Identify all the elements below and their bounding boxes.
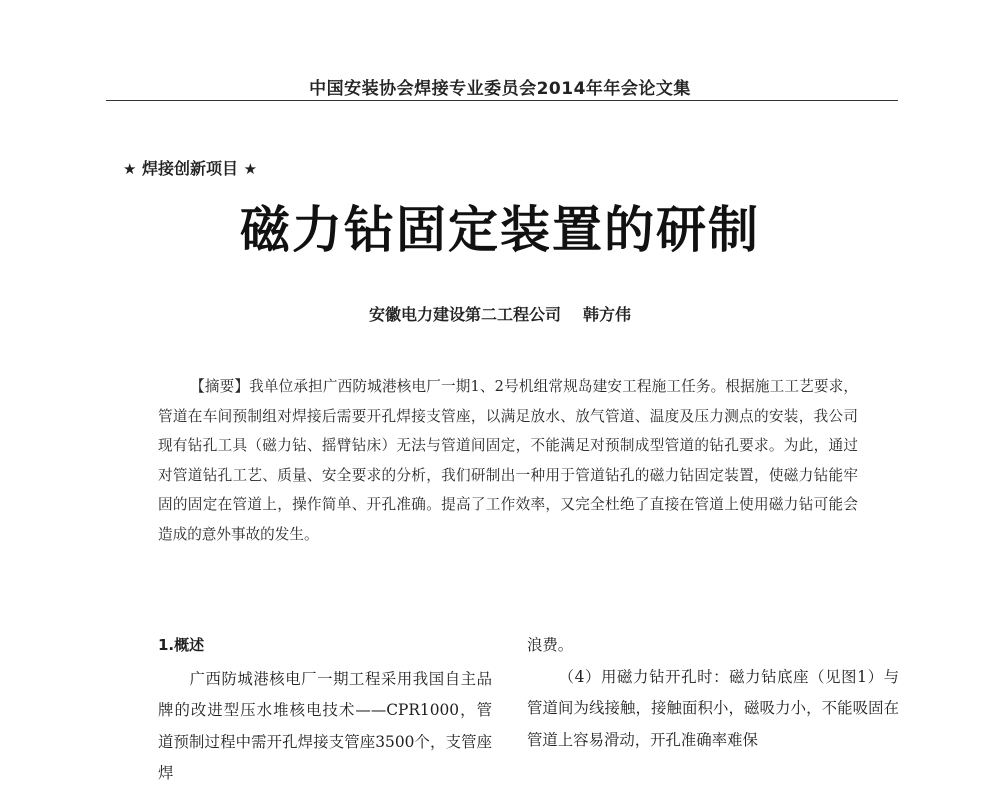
author-name: 韩方伟 (583, 305, 632, 324)
affiliation: 安徽电力建设第二工程公司 (368, 305, 561, 324)
abstract (158, 372, 858, 550)
body-column-right (527, 630, 899, 756)
body-paragraph-text: （4）用磁力钻开孔时：磁力钻底座（见图1）与管道间为线接触，接触面积小，磁吸力小，不能吸固在管道上容易滑动，开孔准确率难保 (527, 667, 899, 749)
body-paragraph (158, 664, 492, 790)
body-continuation: 浪费。 (527, 636, 574, 654)
header-rule (106, 100, 898, 101)
byline (0, 302, 1000, 325)
section-tag (123, 156, 257, 179)
paper-title: 磁力钻固定装置的研制 (240, 201, 760, 259)
abstract-label: 【摘要】 (190, 378, 250, 395)
star-icon-right: ★ (243, 160, 258, 178)
star-icon-left: ★ (123, 160, 137, 178)
body-paragraph (527, 662, 899, 757)
abstract-text: 我单位承担广西防城港核电厂一期1、2号机组常规岛建安工程施工任务。根据施工工艺要求，管道在车间预制组对焊接后需要开孔焊接支管座，以满足放水、放气管道、温度及压力测点的安装，我公司现有钻孔工具（磁力钻、摇臂钻床）无法与管道间固定，不能满足对预制成型管道的钻孔要求。为此，通过对管道钻孔工艺、质量、安全要求的分析，我们研制出一种用于管道钻孔的磁力钻固定装置，使磁力钻能牢固的固定在管道上，操作简单、开孔准确。提高了工作效率，又完全杜绝了直接在管道上使用磁力钻可能会造成的意外事故的发生。 (158, 378, 858, 543)
section-tag-label: 焊接创新项目 (142, 159, 239, 178)
body-column-left (158, 630, 492, 790)
journal-header: 中国安装协会焊接专业委员会2014年年会论文集 (309, 79, 691, 99)
section-heading: 1.概述 (158, 636, 205, 654)
body-paragraph-text: 广西防城港核电厂一期工程采用我国自主品牌的改进型压水堆核电技术——CPR1000，管道预制过程中需开孔焊接支管座3500个，支管座焊 (158, 669, 492, 782)
